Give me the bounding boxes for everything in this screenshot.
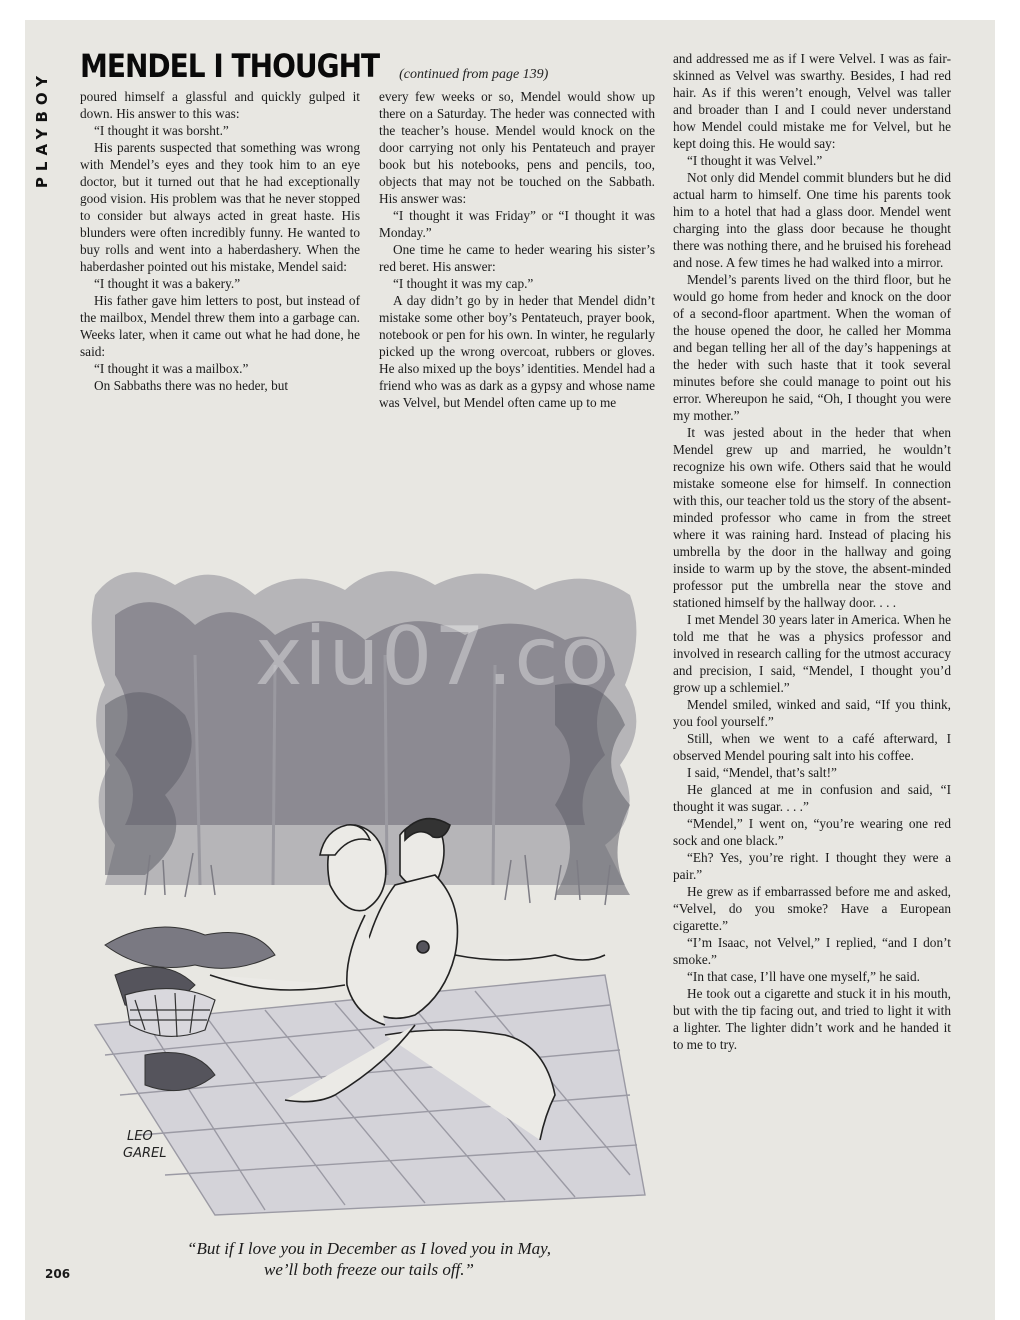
article-title: MENDEL I THOUGHT [80,47,380,85]
paragraph: “Eh? Yes, you’re right. I thought they were a pair.” [673,850,951,882]
page-number: 206 [45,1267,71,1281]
paragraph: He took out a cigarette and stuck it in his mouth, but with the tip facing out, and tried to light it with a lighter. The lighter didn’t work and he handed it to me to try. [673,986,951,1052]
paragraph: Still, when we went to a café afterward, I observed Mendel pouring salt into his coffee. [673,731,951,763]
paragraph: One time he came to heder wearing his sister’s red beret. His answer: [379,242,655,274]
paragraph: and addressed me as if I were Velvel. I was as fair-skinned as Velvel was swarthy. Besides, I had red hair. As if this weren’t enough, Velvel was taller and broader than I and I could never understand how Mendel could mistake me for Velvel, but he kept doing this. He would say: [673,51,951,151]
paragraph: “I thought it was borsht.” [94,123,229,138]
caption-line-2: we’ll both freeze our tails off.” [264,1260,474,1279]
paragraph: His father gave him letters to post, but instead of the mailbox, Mendel threw them into a garbage can. Weeks later, when it came out what he had done, he said: [80,293,360,359]
paragraph: “I’m Isaac, not Velvel,” I replied, “and I don’t smoke.” [673,935,951,967]
paragraph: On Sabbaths there was no heder, but [94,378,289,393]
cartoon-caption [85,1238,653,1280]
picnic-basket [125,989,215,1037]
paragraph: “Mendel,” I went on, “you’re wearing one red sock and one black.” [673,816,951,848]
text-column-1 [80,88,360,394]
text-column-3 [673,50,951,1053]
paragraph: Mendel’s parents lived on the third floor, but he would go home from heder and knock on the door of a second-floor apartment. When the woman of the house opened the door, he called her Momma and began telling her all of the day’s happenings at the heder with such haste that it took several minutes before she could manage to point out his error. Whereupon he said, “Oh, I thought you were my mother.” [673,272,951,423]
paragraph: A day didn’t go by in heder that Mendel didn’t mistake some other boy’s Pentateuch, prayer book, notebook or pen for his own. In winter, he regularly picked up the wrong overcoat, rubbers or gloves. He also mixed up the boys’ identities. Mendel had a friend who was as dark as a gypsy and whose name was Velvel, but Mendel often came up to me [379,293,655,410]
paragraph: Mendel smiled, winked and said, “If you think, you fool yourself.” [673,697,951,729]
signature-line-1: LEO [127,1129,153,1144]
paragraph: every few weeks or so, Mendel would show up there on a Saturday. The heder was connected with the teacher’s house. Mendel would knock on the door carrying not only his Pentateuch and prayer book but his notebooks, pens and pencils, too, objects that may not be touched on the Sabbath. His answer was: [379,89,655,206]
paragraph: Not only did Mendel commit blunders but he did actual harm to himself. One time his parents took him to a hotel that had a glass door. Mendel went charging into the glass door because he thought there was nothing there, and he bruised his forehead and nose. A few times he had walked into a mirror. [673,170,951,270]
paragraph: “I thought it was a mailbox.” [94,361,249,376]
paragraph: He glanced at me in confusion and said, “I thought it was sugar. . . .” [673,782,951,814]
magazine-page [25,20,995,1320]
paragraph: “In that case, I’ll have one myself,” he said. [687,969,920,984]
text-column-2 [379,88,655,411]
paragraph: He grew as if embarrassed before me and asked, “Velvel, do you smoke? Have a European cigarette.” [673,884,951,933]
paragraph: “I thought it was Friday” or “I thought it was Monday.” [379,208,655,240]
article-headline [80,47,549,85]
paragraph: His parents suspected that something was wrong with Mendel’s eyes and they took him to an eye doctor, but it turned out that he had exceptionally good vision. His problem was that he never stopped to consider but always acted in great haste. His blunders were often incredibly funny. He wanted to buy rolls and went into a haberdashery. When the haberdasher pointed out his mistake, Mendel said: [80,140,360,274]
continued-note: (continued from page 139) [399,67,549,82]
paragraph: “I thought it was a bakery.” [94,276,241,291]
signature-line-2: GAREL [123,1146,167,1161]
paragraph: I met Mendel 30 years later in America. When he told me that he was a physics professor and involved in research calling for the utmost accuracy and precision, I said, “Mendel, I thought you’d grow up a schlemiel.” [673,612,951,695]
paragraph: “I thought it was my cap.” [393,276,534,291]
caption-line-1: “But if I love you in December as I loved you in May, [187,1239,551,1258]
magazine-sidebar [25,50,65,250]
magazine-name: PLAYBOY [33,70,51,189]
paragraph: It was jested about in the heder that when Mendel grew up and married, he wouldn’t recognize his own wife. Others said that he would mistake someone else for himself. In connection with this, our teacher told us the story of the absent-minded professor who came in from the street where it was raining hard. Instead of placing his umbrella by the door in the hallway and going inside to warm up by the stove, the absent-minded professor put the umbrella near the stove and stationed himself by the hallway door. . . . [673,425,951,610]
watermark: xiu07.co [255,610,612,703]
paragraph: poured himself a glassful and quickly gulped it down. His answer to this was: [80,89,360,121]
paragraph: “I thought it was Velvel.” [687,153,823,168]
paragraph: I said, “Mendel, that’s salt!” [687,765,837,780]
